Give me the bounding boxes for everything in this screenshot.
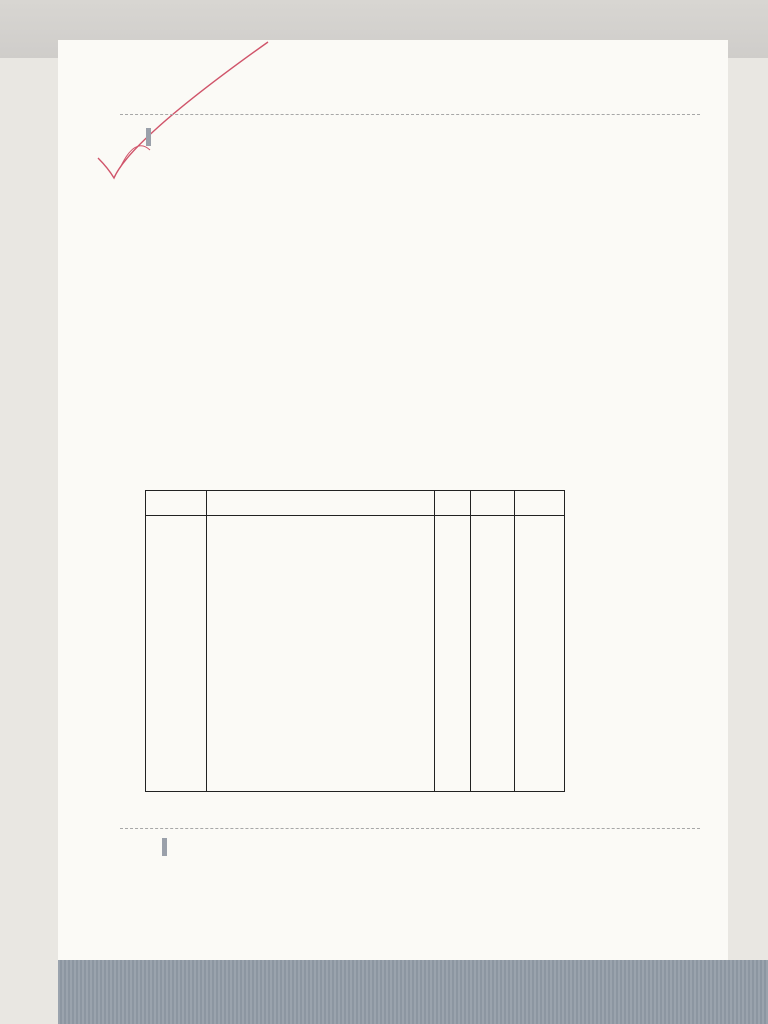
journal-col-rule [470,491,471,791]
journal-col-rule [514,491,515,791]
journal-header-rule [146,515,564,516]
section-marker [162,838,167,856]
general-journal-table [145,490,565,792]
journal-col-rule [434,491,435,791]
section-marker [146,128,151,146]
scan-bottom-band [58,960,768,1024]
handwritten-check-mark [90,40,290,190]
section-divider [120,114,700,115]
journal-col-rule [206,491,207,791]
section-divider [120,828,700,829]
